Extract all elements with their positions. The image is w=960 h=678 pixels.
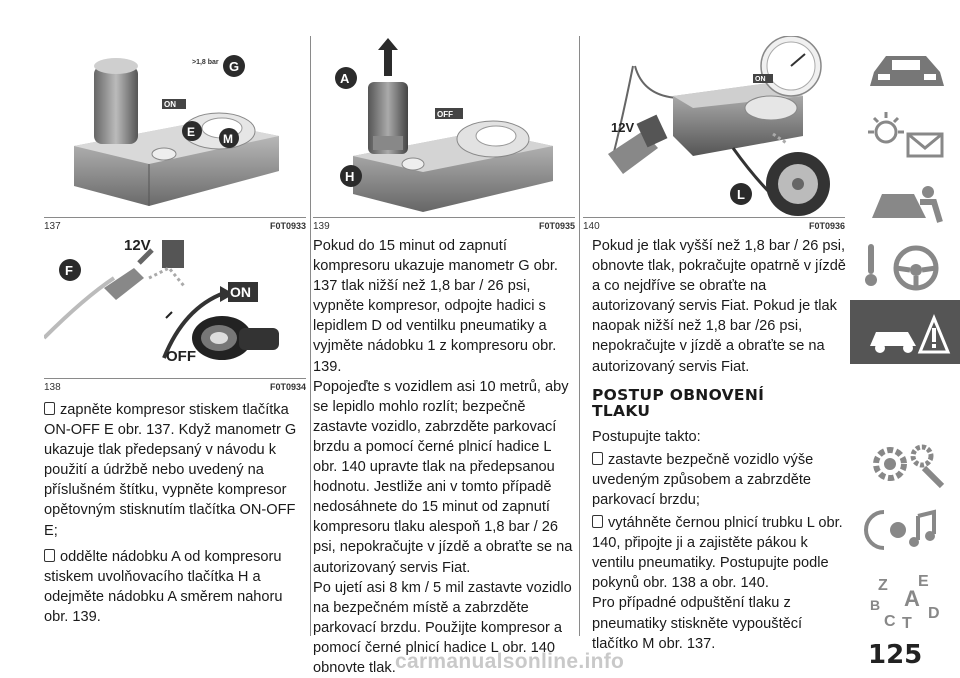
watermark: carmanualsonline.info	[395, 650, 625, 673]
compressor-on-illustration	[44, 36, 306, 216]
column-2-text	[313, 236, 575, 678]
car-dashboard-icon	[864, 42, 954, 94]
figure-137-caption-rule	[44, 217, 306, 218]
index-letter: D	[928, 605, 940, 622]
index-letters-icon	[864, 570, 954, 630]
figure-code: F0T0934	[269, 382, 306, 392]
paragraph: Pokud je tlak vyšší než 1,8 bar / 26 psi, obnovte tlak, pokračujte opatrně v jízdě a co nejdříve se obraťte na autorizovaný servis Fiat. Pokud je tlak naopak nižší než 1,8 bar /26 psi, nepokračujte v jízdě a obraťte se na autorizovaný servis Fiat.	[592, 238, 846, 375]
figure-number: 139	[313, 221, 330, 232]
figure-number: 140	[583, 221, 600, 232]
bullet-text: vytáhněte černou plnicí trubku L obr. 140, připojte ji a zajistěte pákou k ventilu pneumatiky. Postupujte podle pokynů obr. 138 a obr. 140.	[592, 515, 843, 592]
column-3-text	[592, 236, 848, 654]
tab-car-overview[interactable]	[850, 36, 960, 100]
callout-f: F	[65, 263, 73, 278]
chapter-tabs	[850, 0, 960, 678]
bullet-text: zastavte bezpečně vozidlo výše uvedeným způsobem a zabrzděte parkovací brzdu;	[592, 451, 814, 508]
on-label: ON	[230, 284, 251, 300]
bullet-checkbox-icon	[44, 402, 55, 415]
index-letter: Z	[878, 577, 888, 594]
callout-l: L	[737, 187, 745, 202]
tab-driving[interactable]	[850, 234, 960, 298]
figure-140-caption-rule	[583, 217, 845, 218]
bullet-text: oddělte nádobku A od kompresoru stiskem uvolňovacího tlačítka H a odejměte nádobku A směrem nahoru obr. 139.	[44, 548, 283, 625]
index-letter: B	[870, 597, 881, 613]
label-12v: 12V	[124, 238, 151, 254]
figure-code: F0T0933	[269, 221, 306, 231]
index-letter: E	[918, 573, 929, 590]
paragraph: Popojeďte s vozidlem asi 10 metrů, aby se lepidlo mohlo rozlít; bezpečně zastavte vozidlo, zabrzděte parkovací brzdu a pomocí černé plnicí hadice L obr. 140 upravte tlak na předepsanou hodnotu. Jestliže ani v tomto případě nedosáhnete do 15 minut od zapnutí kompresoru tlaku alespoň 1,8 bar / 26 psi, nepokračujte v jízdě a obraťte se na autorizovaný servis Fiat.	[313, 378, 573, 576]
bullet-item	[44, 547, 306, 627]
index-letter: T	[902, 615, 912, 630]
index-letter: A	[904, 586, 920, 611]
canister-removal-illustration	[313, 36, 575, 216]
tab-multimedia[interactable]	[850, 498, 960, 562]
bullet-checkbox-icon	[592, 515, 603, 528]
callout-e: E	[187, 125, 196, 139]
figure-138	[44, 238, 306, 378]
figure-139	[313, 36, 575, 216]
section-heading	[592, 387, 848, 419]
bullet-checkbox-icon	[592, 452, 603, 465]
section-heading-line: POSTUP OBNOVENÍ	[592, 385, 765, 404]
bullet-item	[592, 450, 848, 510]
callout-h: H	[345, 169, 355, 184]
bullet-checkbox-icon	[44, 549, 55, 562]
column-divider	[579, 36, 580, 636]
tab-safety[interactable]	[850, 168, 960, 232]
paragraph: Postupujte takto:	[592, 428, 701, 445]
tab-emergency[interactable]	[850, 300, 960, 364]
off-label: OFF	[437, 110, 453, 119]
figure-139-caption-rule	[313, 217, 575, 218]
callout-a: A	[340, 71, 350, 86]
maintenance-gear-icon	[864, 438, 954, 490]
bullet-item	[44, 400, 306, 541]
emergency-car-icon	[864, 306, 954, 358]
tab-index[interactable]	[850, 564, 960, 628]
figure-138-caption-rule	[44, 378, 306, 379]
figure-138-caption	[44, 382, 306, 394]
on-label: ON	[755, 76, 766, 83]
warning-lights-icon	[864, 108, 954, 160]
tab-warning-lights[interactable]	[850, 102, 960, 166]
figure-code: F0T0936	[808, 221, 845, 231]
paragraph: Pro případné odpuštění tlaku z pneumatiky stiskněte vypouštěcí tlačítko M obr. 137.	[592, 595, 803, 652]
paragraph: Po ujetí asi 8 km / 5 mil zastavte vozidlo na bezpečném místě a zabrzděte parkovací brzdu. Použijte kompresor a pomocí černé plnicí hadice L obr. 140 obnovte tlak.	[313, 579, 572, 676]
bullet-item	[592, 513, 848, 593]
figure-140	[583, 36, 845, 216]
reinflate-tyre-illustration	[583, 36, 845, 216]
tab-maintenance[interactable]	[850, 432, 960, 496]
pressure-label: >1,8 bar	[192, 59, 219, 66]
column-divider	[310, 36, 311, 636]
figure-139-caption	[313, 221, 575, 233]
index-letter: C	[884, 613, 896, 630]
on-label: ON	[164, 100, 176, 109]
off-label: OFF	[166, 348, 196, 365]
section-heading-line: TLAKU	[592, 401, 651, 420]
power-plug-illustration	[44, 238, 306, 378]
figure-code: F0T0935	[538, 221, 575, 231]
multimedia-icon	[864, 504, 954, 556]
page-number: 125	[868, 640, 923, 670]
column-1-text	[44, 400, 306, 627]
figure-137	[44, 36, 306, 216]
figure-137-caption	[44, 221, 306, 233]
figure-number: 137	[44, 221, 61, 232]
safety-seatbelt-icon	[864, 174, 954, 226]
steering-wheel-icon	[864, 240, 954, 292]
callout-m: M	[223, 132, 233, 146]
label-12v: 12V	[611, 120, 635, 135]
figure-number: 138	[44, 382, 61, 393]
bullet-text: zapněte kompresor stiskem tlačítka ON-OFF E obr. 137. Když manometr G ukazuje tlak předepsaný v návodu k použití a údržbě nebo uvedený na příslušném štítku, vypněte kompresor opětovným stisknutím tlačítka ON-OFF E;	[44, 402, 297, 539]
figure-140-caption	[583, 221, 845, 233]
callout-g: G	[229, 59, 240, 74]
paragraph: Pokud do 15 minut od zapnutí kompresoru ukazuje manometr G obr. 137 tlak nižší než 1,8 bar / 26 psi, vypněte kompresor, odpojte hadici s lepidlem D od ventilku pneumatiky a vyjměte nádobku 1 z kompresoru obr. 139.	[313, 238, 558, 375]
